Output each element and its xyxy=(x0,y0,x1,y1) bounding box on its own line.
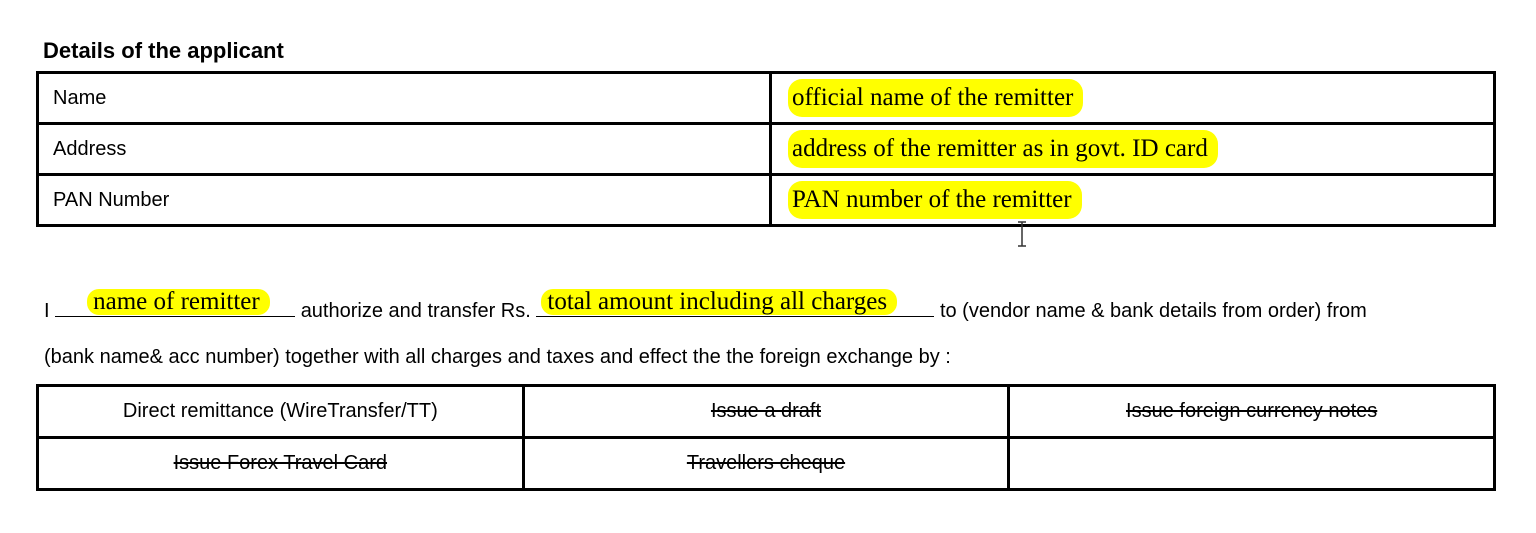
amount-field[interactable]: total amount including all charges xyxy=(541,289,897,315)
option-travellers-cheque[interactable]: Travellers cheque xyxy=(523,438,1009,490)
remittance-options-table xyxy=(36,384,1496,491)
address-value[interactable]: address of the remitter as in govt. ID card xyxy=(788,130,1218,168)
section-heading: Details of the applicant xyxy=(43,38,284,63)
paragraph-suffix: to (vendor name & bank details from order) from xyxy=(939,300,1367,322)
name-value-cell[interactable] xyxy=(771,73,1495,124)
paragraph-middle: authorize and transfer Rs. xyxy=(300,300,531,322)
table-row xyxy=(38,124,1495,175)
table-row xyxy=(38,175,1495,226)
table-row xyxy=(38,438,1495,490)
applicant-details-table xyxy=(36,71,1496,227)
table-row xyxy=(38,386,1495,438)
authorization-sentence-line-2: (bank name& acc number) together with all charges and taxes and effect the the foreign exchange by : xyxy=(44,346,951,368)
option-forex-travel-card[interactable]: Issue Forex Travel Card xyxy=(38,438,524,490)
remitter-name-blank[interactable] xyxy=(55,288,295,317)
option-empty-cell xyxy=(1009,438,1495,490)
remitter-name-field[interactable]: name of remitter xyxy=(87,289,270,315)
option-direct-remittance[interactable]: Direct remittance (WireTransfer/TT) xyxy=(38,386,524,438)
name-value[interactable]: official name of the remitter xyxy=(788,79,1083,117)
pan-label: PAN Number xyxy=(38,175,771,226)
address-label: Address xyxy=(38,124,771,175)
table-row xyxy=(38,73,1495,124)
amount-blank[interactable] xyxy=(536,288,934,317)
option-issue-draft[interactable]: Issue a draft xyxy=(523,386,1009,438)
pan-value-cell[interactable] xyxy=(771,175,1495,226)
pan-value[interactable]: PAN number of the remitter xyxy=(788,181,1082,219)
paragraph-prefix: I xyxy=(44,300,50,322)
option-foreign-currency-notes[interactable]: Issue foreign currency notes xyxy=(1009,386,1495,438)
address-value-cell[interactable] xyxy=(771,124,1495,175)
authorization-sentence-line-1 xyxy=(44,288,1367,323)
text-cursor-icon xyxy=(1015,220,1029,248)
name-label: Name xyxy=(38,73,771,124)
